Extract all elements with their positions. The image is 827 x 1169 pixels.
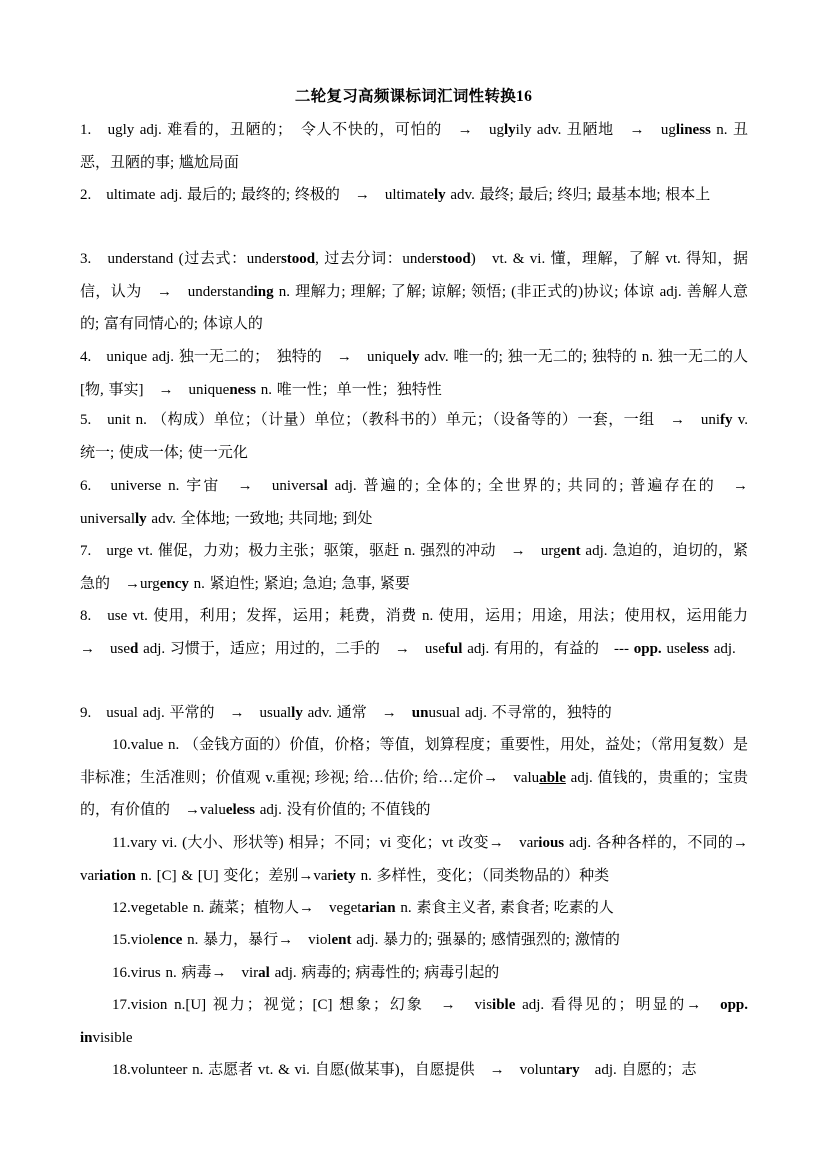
entry-text: adj. 值钱的，贵重的；宝贵的，有价值的 →valu: [80, 769, 748, 819]
entry-text: n. 暴力，暴行→ viol: [182, 932, 332, 948]
entry-text: adv. 唯一的; 独一无二的; 独特的 n. 独一无二的人[物, 事实] → unique: [80, 349, 748, 398]
bold-suffix-text: iety: [332, 867, 356, 884]
bold-suffix-text: less: [686, 640, 709, 657]
entry-text: 3. understand (过去式：under: [80, 251, 281, 267]
entry-text: adv. 通常 →: [302, 705, 412, 721]
bold-suffix-text: ly: [291, 705, 303, 721]
entry-text: 7. urge vt. 催促，力劝；极力主张；驱策，驱赶 n. 强烈的冲动 → urg: [80, 543, 561, 559]
entry-text: 9. usual adj. 平常的 → usual: [80, 705, 292, 721]
bold-suffix-text: ent: [331, 932, 352, 948]
entry-text: adv. 最终; 最后; 终归; 最基本地; 根本上: [445, 187, 711, 203]
entry-text: n. 理解力; 理解; 了解; 谅解; 领悟; (非正式的)协议; 体谅 adj. 善解人意的; 富有同情心的; 体谅人的: [80, 283, 748, 333]
entry-text: visible: [92, 1029, 133, 1046]
entry-text: n. 紧迫性; 紧迫; 急迫; 急事, 紧要: [188, 575, 410, 592]
vocab-entry-value: [80, 729, 748, 827]
vocab-entry-volunteer: [80, 1054, 748, 1087]
bold-suffix-text: stood: [280, 251, 316, 267]
entry-text: adj. 暴力的; 强暴的; 感情强烈的; 激情的: [351, 932, 620, 948]
entry-text: 15.viol: [112, 932, 155, 948]
entry-text: ily adv. 丑陋地 → ug: [515, 122, 676, 138]
entry-text: 12.vegetable n. 蔬菜；植物人→ veget: [112, 900, 362, 916]
entry-text: 8. use vt. 使用，利用；发挥，运用；耗费，消费 n. 使用，运用；用途，用法；使用权，运用能力 → use: [80, 608, 764, 657]
vocab-entry-understand: [80, 243, 748, 341]
bold-suffix-text: ible: [492, 997, 516, 1013]
entry-text: n. 唯一性；单一性；独特性: [256, 381, 442, 398]
entry-text: n. 多样性，变化；（同类物品的）种类: [355, 867, 610, 884]
bold-suffix-text: un: [411, 705, 429, 721]
vocab-entry-urge: [80, 535, 748, 600]
bold-suffix-text: eless: [225, 802, 255, 819]
bold-suffix-text: ness: [229, 381, 257, 398]
bold-suffix-text: ly: [503, 122, 516, 138]
bold-suffix-text: stood: [436, 251, 471, 267]
bold-suffix-text: ency: [159, 575, 189, 592]
vocab-entry-violence: [80, 924, 748, 957]
entry-text: use: [661, 640, 687, 657]
bold-suffix-text: ence: [154, 932, 183, 948]
bold-suffix-text: able: [539, 769, 566, 786]
entry-text: adj. 自愿的；志: [579, 1062, 697, 1078]
entry-text: adj. 急迫的，迫切的，紧急的 →urg: [80, 543, 749, 592]
entry-text: adj. 有用的，有益的 ---: [462, 640, 634, 657]
bold-suffix-text: ing: [253, 283, 274, 300]
entry-text: 17.vision n.[U] 视力；视觉；[C] 想象；幻象 → vis: [112, 997, 493, 1013]
entry-text: adj. 习惯于，适应；用过的，二手的 → use: [138, 640, 445, 657]
bold-suffix-text: d: [130, 640, 139, 657]
entry-text: , 过去分词：under: [315, 251, 437, 267]
bold-suffix-text: fy: [720, 412, 733, 428]
vocab-entry-vision: [80, 989, 748, 1054]
bold-suffix-text: al: [316, 478, 328, 494]
bold-suffix-text: opp. in: [80, 997, 749, 1046]
bold-suffix-text: ly: [433, 187, 446, 203]
entry-text: 18.volunteer n. 志愿者 vt. & vi. 自愿(做某事)，自愿提供 → volunt: [112, 1062, 558, 1078]
vocab-entry-ultimate: [80, 179, 748, 212]
entry-text: n. [C] & [U] 变化；差别→var: [135, 867, 333, 884]
entry-text: adj. 没有价值的; 不值钱的: [255, 802, 431, 819]
entry-text: 6. universe n. 宇宙 → univers: [80, 478, 317, 494]
bold-suffix-text: ful: [444, 640, 463, 657]
entry-text: v. 统一; 使成一体; 使一元化: [80, 412, 748, 461]
entry-text: adj. 普遍的; 全体的; 全世界的; 共同的; 普遍存在的 → universal: [80, 478, 764, 527]
bold-suffix-text: ent: [560, 543, 581, 559]
entry-text: usual adj. 不寻常的，独特的: [428, 705, 612, 721]
bold-suffix-text: al: [258, 965, 270, 981]
entry-text: ) vt. & vi. 懂，理解，了解 vt. 得知，据信，认为 → understand: [80, 251, 749, 300]
vocab-entry-vary: [80, 827, 764, 892]
vocab-entry-virus: [80, 957, 748, 990]
entry-text: adv. 全体地; 一致地; 共同地; 到处: [146, 510, 373, 527]
bold-suffix-text: ious: [538, 835, 565, 851]
bold-suffix-text: ly: [407, 349, 420, 365]
vocab-entry-usual: [80, 697, 748, 730]
entry-text: adj. 看得见的；明显的→: [515, 997, 721, 1013]
bold-suffix-text: ly: [134, 510, 147, 527]
vocab-entry-unique: [80, 341, 748, 406]
entry-text: adj. 各种各样的，不同的→ var: [80, 835, 764, 884]
bold-suffix-text: iation: [99, 867, 136, 884]
bold-suffix-text: arian: [361, 900, 396, 916]
entry-text: 2. ultimate adj. 最后的; 最终的; 终极的 → ultimate: [80, 187, 434, 203]
entry-text: n. 丑恶，丑陋的事; 尴尬局面: [80, 122, 748, 171]
bold-suffix-text: liness: [675, 122, 711, 138]
entry-text: 10.value n. （金钱方面的）价值，价格；等值，划算程度；重要性，用处，益处；（常用复数）是非标准；生活准则；价值观 v.重视; 珍视; 给…估价; 给…定价→ valu: [80, 737, 748, 786]
entry-text: 11.vary vi. (大小、形状等) 相异；不同；vi 变化；vt 改变→ var: [112, 835, 539, 851]
entry-text: 5. unit n. （构成）单位；（计量）单位；（教科书的）单元；（设备等的）一套，一组 → uni: [80, 412, 721, 428]
entry-text: adj.: [708, 640, 736, 657]
vocab-entry-unit: [80, 404, 748, 469]
entry-text: 4. unique adj. 独一无二的； 独特的 → unique: [80, 349, 408, 365]
vocab-entry-use: [80, 600, 764, 665]
vocab-entry-vegetable: [80, 892, 748, 925]
bold-suffix-text: ary: [557, 1062, 580, 1078]
entry-text: 1. ugly adj. 难看的，丑陋的； 令人不快的，可怕的 → ug: [80, 122, 504, 138]
bold-suffix-text: opp.: [633, 640, 662, 657]
page-title: 二轮复习高频课标词汇词性转换16: [294, 88, 533, 105]
vocab-entry-universe: [80, 470, 764, 535]
entry-text: adj. 病毒的; 病毒性的; 病毒引起的: [269, 965, 500, 981]
vocab-entry-ugly: [80, 114, 748, 179]
entry-text: 16.virus n. 病毒→ vir: [112, 965, 259, 981]
entry-text: n. 素食主义者, 素食者; 吃素的人: [395, 900, 614, 916]
